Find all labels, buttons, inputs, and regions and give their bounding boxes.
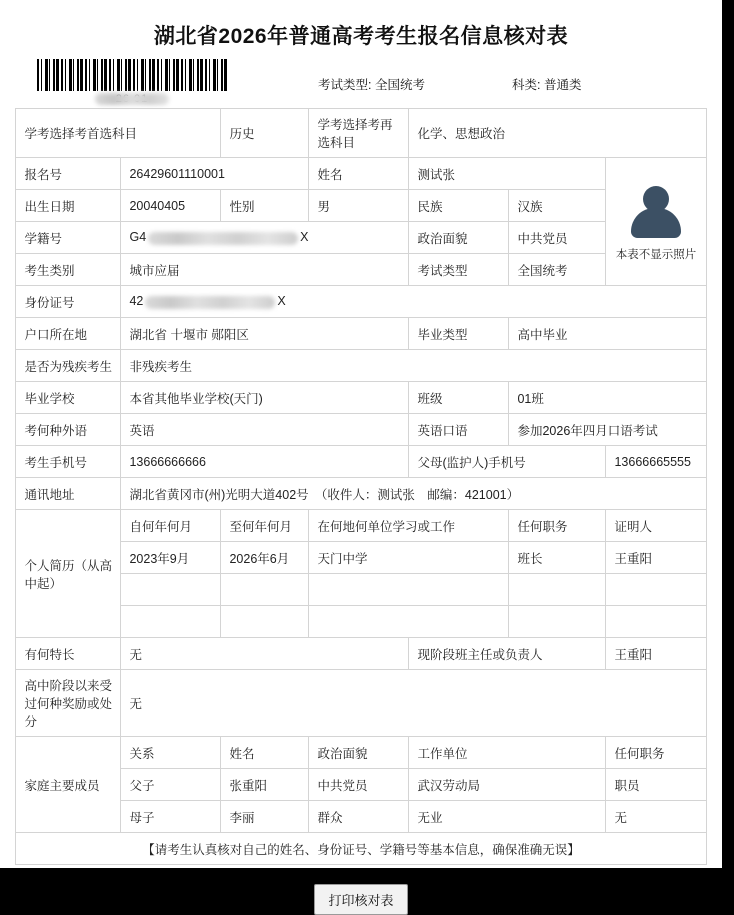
table-row: [16, 350, 706, 382]
class-label: 班级: [409, 382, 509, 414]
button-row: [0, 884, 722, 915]
household-label: 户口所在地: [16, 318, 121, 350]
phone-label: 考生手机号: [16, 446, 121, 478]
school-value: 本省其他毕业学校(天门): [121, 382, 409, 414]
award-label: 高中阶段以来受过何种奖励或处分: [16, 670, 121, 737]
graduation-type-label: 毕业类型: [409, 318, 509, 350]
ethnicity-label: 民族: [409, 190, 509, 222]
family-label: 家庭主要成员: [16, 737, 121, 833]
id-number-value: [121, 286, 706, 318]
address-label: 通讯地址: [16, 478, 121, 510]
student-no-prefix: G4: [129, 230, 147, 245]
resume-cell-to: 2026年6月: [221, 542, 309, 574]
barcode-stripes: [37, 59, 227, 91]
page-title: 湖北省2026年普通高考考生报名信息核对表: [153, 25, 569, 48]
resume-cell-witness: [606, 606, 706, 638]
parent-phone-label: 父母(监护人)手机号: [409, 446, 606, 478]
family-cell-workplace: 无业: [409, 801, 606, 833]
talent-label: 有何特长: [16, 638, 121, 670]
table-row: [16, 510, 706, 542]
resume-cell-place: [309, 606, 509, 638]
barcode-redaction: [95, 93, 169, 105]
gender-value: 男: [309, 190, 409, 222]
head-teacher-value: 王重阳: [606, 638, 706, 670]
print-form-button[interactable]: 打印核对表: [314, 884, 407, 915]
graduation-type-value: 高中毕业: [509, 318, 706, 350]
student-no-suffix: X: [300, 230, 309, 245]
resume-cell-place: 天门中学: [309, 542, 509, 574]
table-row: [16, 222, 706, 254]
oral-english-value: 参加2026年四月口语考试: [509, 414, 706, 446]
registration-no-value: 26429601110001: [121, 158, 309, 190]
name-value: 测试张: [409, 158, 606, 190]
resume-cell-position: [509, 606, 606, 638]
family-cell-name: 李丽: [221, 801, 309, 833]
id-number-label: 身份证号: [16, 286, 121, 318]
exam-type-label: 考试类型: [409, 254, 509, 286]
name-label: 姓名: [309, 158, 409, 190]
resume-cell-position: [509, 574, 606, 606]
talent-value: 无: [121, 638, 409, 670]
table-row: [16, 478, 706, 510]
registration-no-label: 报名号: [16, 158, 121, 190]
head-teacher-label: 现阶段班主任或负责人: [409, 638, 606, 670]
resume-cell-to: [221, 606, 309, 638]
family-cell-workplace: 武汉劳动局: [409, 769, 606, 801]
ethnicity-value: 汉族: [509, 190, 606, 222]
table-row: [16, 190, 706, 222]
birth-date-label: 出生日期: [16, 190, 121, 222]
household-value: 湖北省 十堰市 郧阳区: [121, 318, 409, 350]
subject-second-value: 化学、思想政治: [409, 109, 706, 158]
table-row: [16, 446, 706, 478]
parent-phone-value: 13666665555: [606, 446, 706, 478]
family-cell-relation: 父子: [121, 769, 221, 801]
family-cell-position: 职员: [606, 769, 706, 801]
table-row: [16, 109, 706, 158]
table-row: [16, 286, 706, 318]
category-header: 科类: 普通类: [512, 78, 582, 92]
student-no-label: 学籍号: [16, 222, 121, 254]
class-value: 01班: [509, 382, 706, 414]
form-header-strip: [0, 56, 722, 108]
resume-cell-witness: 王重阳: [606, 542, 706, 574]
foreign-language-label: 考何种外语: [16, 414, 121, 446]
candidate-type-label: 考生类别: [16, 254, 121, 286]
resume-cell-from: 2023年9月: [121, 542, 221, 574]
political-status-label: 政治面貌: [409, 222, 509, 254]
family-header-workplace: 工作单位: [409, 737, 606, 769]
subject-first-label: 学考选择考首选科目: [16, 109, 221, 158]
exam-type-value: 全国统考: [509, 254, 606, 286]
resume-cell-place: [309, 574, 509, 606]
table-row: [16, 670, 706, 737]
table-row: [16, 737, 706, 769]
family-cell-name: 张重阳: [221, 769, 309, 801]
gender-label: 性别: [221, 190, 309, 222]
family-header-position: 任何职务: [606, 737, 706, 769]
candidate-type-value: 城市应届: [121, 254, 409, 286]
photo-placeholder-cell: [606, 158, 706, 286]
family-header-name: 姓名: [221, 737, 309, 769]
avatar-body: [631, 208, 681, 238]
student-no-redaction: [148, 232, 298, 245]
family-header-relation: 关系: [121, 737, 221, 769]
verification-note: 【请考生认真核对自己的姓名、身份证号、学籍号等基本信息，确保准确无误】: [16, 833, 706, 865]
table-row: [16, 254, 706, 286]
photo-note: 本表不显示照片: [615, 248, 697, 261]
barcode-number: [37, 92, 227, 106]
person-avatar-icon: [628, 186, 684, 244]
table-row: [16, 158, 706, 190]
exam-type-header: 考试类型: 全国统考: [318, 78, 425, 92]
resume-cell-from: [121, 606, 221, 638]
subject-first-value: 历史: [221, 109, 309, 158]
disabled-value: 非残疾考生: [121, 350, 706, 382]
family-cell-position: 无: [606, 801, 706, 833]
registration-table: [15, 108, 706, 865]
table-row: [16, 318, 706, 350]
family-cell-political: 中共党员: [309, 769, 409, 801]
resume-header-witness: 证明人: [606, 510, 706, 542]
resume-header-position: 任何职务: [509, 510, 606, 542]
id-number-redaction: [145, 296, 275, 309]
subject-second-label: 学考选择考再选科目: [309, 109, 409, 158]
resume-cell-position: 班长: [509, 542, 606, 574]
resume-label: 个人简历（从高中起）: [16, 510, 121, 638]
political-status-value: 中共党员: [509, 222, 606, 254]
resume-cell-from: [121, 574, 221, 606]
resume-header-from: 自何年何月: [121, 510, 221, 542]
address-value: 湖北省黄冈市(州)光明大道402号 （收件人：测试张 邮编：421001）: [121, 478, 706, 510]
school-label: 毕业学校: [16, 382, 121, 414]
id-number-prefix: 42: [129, 294, 144, 309]
resume-cell-to: [221, 574, 309, 606]
table-row: [16, 382, 706, 414]
family-cell-political: 群众: [309, 801, 409, 833]
birth-date-value: 20040405: [121, 190, 221, 222]
resume-header-place: 在何地何单位学习或工作: [309, 510, 509, 542]
award-value: 无: [121, 670, 706, 737]
table-row: [16, 638, 706, 670]
resume-cell-witness: [606, 574, 706, 606]
family-cell-relation: 母子: [121, 801, 221, 833]
barcode: [37, 59, 227, 106]
oral-english-label: 英语口语: [409, 414, 509, 446]
student-no-value: [121, 222, 409, 254]
foreign-language-value: 英语: [121, 414, 409, 446]
table-row: [16, 414, 706, 446]
resume-header-to: 至何年何月: [221, 510, 309, 542]
phone-value: 13666666666: [121, 446, 409, 478]
family-header-political: 政治面貌: [309, 737, 409, 769]
table-row: [16, 833, 706, 865]
disabled-label: 是否为残疾考生: [16, 350, 121, 382]
id-number-suffix: X: [277, 294, 286, 309]
